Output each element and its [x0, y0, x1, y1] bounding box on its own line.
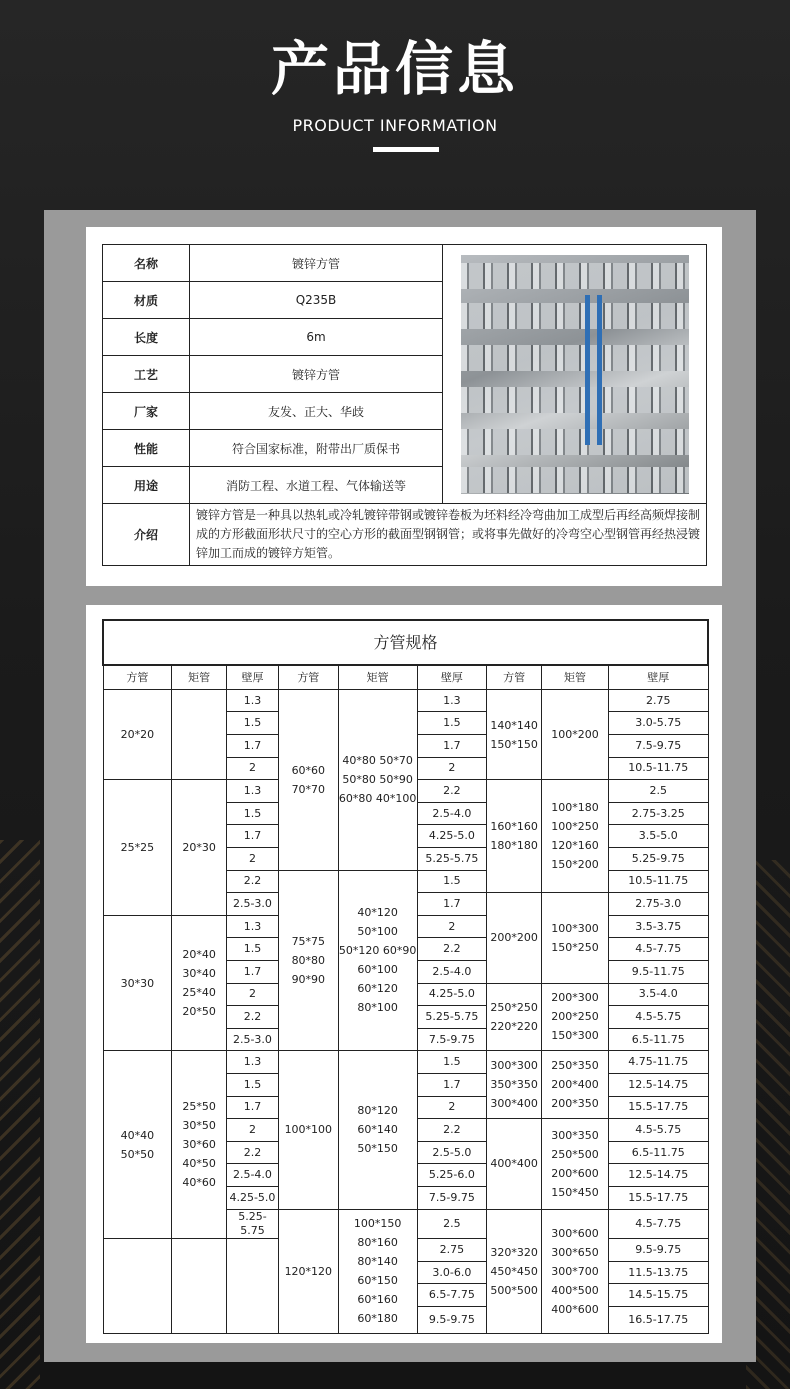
square-tube-size: 140*140 150*150: [487, 689, 542, 779]
wall-thickness: 1.5: [227, 1073, 279, 1096]
wall-thickness: 2.2: [417, 780, 487, 803]
wall-thickness: 4.5-5.75: [608, 1006, 708, 1029]
square-tube-size: 200*200: [487, 893, 542, 983]
wall-thickness: 1.3: [227, 915, 279, 938]
wall-thickness: 5.25-5.75: [417, 848, 487, 871]
wall-thickness: 1.7: [417, 1073, 487, 1096]
wall-thickness: 3.5-5.0: [608, 825, 708, 848]
square-tube-size: 160*160 180*180: [487, 780, 542, 893]
wall-thickness: 2.2: [227, 1141, 279, 1164]
wall-thickness: 1.3: [417, 689, 487, 712]
wall-thickness: 15.5-17.75: [608, 1186, 708, 1209]
wall-thickness: 6.5-11.75: [608, 1028, 708, 1051]
rect-tube-size: 300*350 250*500 200*600 150*450: [542, 1119, 609, 1209]
wall-thickness: 2: [417, 757, 487, 780]
square-tube-size: 75*75 80*80 90*90: [278, 870, 338, 1051]
wall-thickness: 1.7: [227, 1096, 279, 1119]
wall-thickness: 2.5-3.0: [227, 893, 279, 916]
wall-thickness: 4.5-7.75: [608, 1209, 708, 1239]
info-label: 长度: [103, 319, 190, 356]
wall-thickness: 5.25-6.0: [417, 1164, 487, 1187]
wall-thickness: 11.5-13.75: [608, 1261, 708, 1284]
wall-thickness: 7.5-9.75: [417, 1028, 487, 1051]
wall-thickness: 1.5: [227, 712, 279, 735]
wall-thickness: 14.5-15.75: [608, 1284, 708, 1307]
wall-thickness: 2.5-3.0: [227, 1028, 279, 1051]
square-tube-size: 20*20: [103, 689, 172, 779]
wall-thickness: 2: [227, 1119, 279, 1142]
wall-thickness: 2.75-3.0: [608, 893, 708, 916]
info-label: 用途: [103, 467, 190, 504]
empty-cell: [227, 1239, 279, 1334]
col-header: 矩管: [338, 665, 417, 689]
wall-thickness: 1.7: [417, 893, 487, 916]
wall-thickness: 1.5: [227, 938, 279, 961]
square-tube-size: 120*120: [278, 1209, 338, 1334]
wall-thickness: 5.25-5.75: [227, 1209, 279, 1239]
wall-thickness: 2: [227, 983, 279, 1006]
info-value: 镀锌方管: [190, 245, 443, 282]
wall-thickness: 1.7: [227, 825, 279, 848]
square-tube-size: 100*100: [278, 1051, 338, 1209]
rect-tube-size: [172, 689, 227, 779]
wall-thickness: 15.5-17.75: [608, 1096, 708, 1119]
wall-thickness: 2.2: [417, 938, 487, 961]
wall-thickness: 3.0-5.75: [608, 712, 708, 735]
wall-thickness: 12.5-14.75: [608, 1073, 708, 1096]
wall-thickness: 6.5-7.75: [417, 1284, 487, 1307]
rect-tube-size: 100*150 80*160 80*140 60*150 60*160 60*180: [338, 1209, 417, 1334]
rect-tube-size: 200*300 200*250 150*300: [542, 983, 609, 1051]
wall-thickness: 1.3: [227, 1051, 279, 1074]
wall-thickness: 7.5-9.75: [608, 735, 708, 758]
square-tube-size: 300*300 350*350 300*400: [487, 1051, 542, 1119]
square-tube-size: 60*60 70*70: [278, 689, 338, 870]
page-title: 产品信息: [270, 35, 519, 103]
wall-thickness: 9.5-9.75: [417, 1307, 487, 1334]
rect-tube-size: 250*350 200*400 200*350: [542, 1051, 609, 1119]
square-tube-size: 30*30: [103, 915, 172, 1051]
rect-tube-size: 20*40 30*40 25*40 20*50: [172, 915, 227, 1051]
wall-thickness: 1.7: [227, 735, 279, 758]
product-info-card: [86, 227, 722, 586]
wall-thickness: 1.5: [417, 870, 487, 893]
wall-thickness: 4.25-5.0: [417, 983, 487, 1006]
wall-thickness: 2.5-5.0: [417, 1141, 487, 1164]
decor-stripes-left: [0, 840, 40, 1389]
info-label: 性能: [103, 430, 190, 467]
wall-thickness: 2: [227, 757, 279, 780]
info-value: 镀锌方管: [190, 356, 443, 393]
spec-title: 方管规格: [103, 620, 708, 665]
wall-thickness: 1.5: [417, 1051, 487, 1074]
square-tube-size: 25*25: [103, 780, 172, 916]
wall-thickness: 2.75: [417, 1239, 487, 1262]
page-subtitle: PRODUCT INFORMATION: [292, 116, 498, 135]
rect-tube-size: 100*180 100*250 120*160 150*200: [542, 780, 609, 893]
col-header: 方管: [487, 665, 542, 689]
rect-tube-size: 20*30: [172, 780, 227, 916]
wall-thickness: 2: [417, 915, 487, 938]
wall-thickness: 2: [227, 848, 279, 871]
rect-tube-size: 100*300 150*250: [542, 893, 609, 983]
rect-tube-size: 25*50 30*50 30*60 40*50 40*60: [172, 1051, 227, 1239]
wall-thickness: 2.5: [417, 1209, 487, 1239]
spec-card: [86, 605, 722, 1343]
intro-label: 介绍: [103, 504, 190, 566]
spec-table: [102, 619, 709, 1334]
wall-thickness: 1.7: [417, 735, 487, 758]
wall-thickness: 5.25-5.75: [417, 1006, 487, 1029]
rect-tube-size: 100*200: [542, 689, 609, 779]
info-value: 友发、正大、华歧: [190, 393, 443, 430]
wall-thickness: 10.5-11.75: [608, 870, 708, 893]
square-tube-size: 320*320 450*450 500*500: [487, 1209, 542, 1334]
wall-thickness: 4.25-5.0: [227, 1186, 279, 1209]
wall-thickness: 2.5: [608, 780, 708, 803]
wall-thickness: 9.5-9.75: [608, 1239, 708, 1262]
rect-tube-size: 40*120 50*100 50*120 60*90 60*100 60*120 80*100: [338, 870, 417, 1051]
info-label: 材质: [103, 282, 190, 319]
col-header: 壁厚: [227, 665, 279, 689]
info-label: 名称: [103, 245, 190, 282]
wall-thickness: 5.25-9.75: [608, 848, 708, 871]
wall-thickness: 4.25-5.0: [417, 825, 487, 848]
col-header: 矩管: [542, 665, 609, 689]
info-value: 6m: [190, 319, 443, 356]
empty-cell: [103, 1239, 172, 1334]
rect-tube-size: 40*80 50*70 50*80 50*90 60*80 40*100: [338, 689, 417, 870]
wall-thickness: 1.5: [227, 802, 279, 825]
info-value: Q235B: [190, 282, 443, 319]
product-info-table: [102, 244, 707, 566]
wall-thickness: 1.7: [227, 960, 279, 983]
wall-thickness: 2.5-4.0: [417, 802, 487, 825]
galvanized-pipe-photo: [461, 255, 689, 494]
square-tube-size: 40*40 50*50: [103, 1051, 172, 1239]
wall-thickness: 2: [417, 1096, 487, 1119]
wall-thickness: 2.2: [227, 1006, 279, 1029]
wall-thickness: 1.3: [227, 780, 279, 803]
wall-thickness: 2.2: [417, 1119, 487, 1142]
intro-text: 镀锌方管是一种具以热轧或冷轧镀锌带钢或镀锌卷板为坯料经冷弯曲加工成型后再经高频焊接制成的方形截面形状尺寸的空心方形的截面型钢钢管；或将事先做好的冷弯空心型钢管再经热浸镀锌加工而成的镀锌方矩管。: [190, 504, 707, 566]
wall-thickness: 4.5-7.75: [608, 938, 708, 961]
wall-thickness: 10.5-11.75: [608, 757, 708, 780]
wall-thickness: 3.5-3.75: [608, 915, 708, 938]
wall-thickness: 3.5-4.0: [608, 983, 708, 1006]
rect-tube-size: 300*600 300*650 300*700 400*500 400*600: [542, 1209, 609, 1334]
wall-thickness: 7.5-9.75: [417, 1186, 487, 1209]
wall-thickness: 12.5-14.75: [608, 1164, 708, 1187]
empty-cell: [172, 1239, 227, 1334]
col-header: 壁厚: [608, 665, 708, 689]
col-header: 方管: [103, 665, 172, 689]
title-underline: [373, 147, 439, 152]
wall-thickness: 9.5-11.75: [608, 960, 708, 983]
info-label: 厂家: [103, 393, 190, 430]
square-tube-size: 400*400: [487, 1119, 542, 1209]
wall-thickness: 3.0-6.0: [417, 1261, 487, 1284]
wall-thickness: 2.5-4.0: [417, 960, 487, 983]
wall-thickness: 4.75-11.75: [608, 1051, 708, 1074]
wall-thickness: 1.3: [227, 689, 279, 712]
product-photo-cell: [443, 245, 707, 504]
col-header: 壁厚: [417, 665, 487, 689]
wall-thickness: 2.2: [227, 870, 279, 893]
wall-thickness: 2.5-4.0: [227, 1164, 279, 1187]
wall-thickness: 16.5-17.75: [608, 1307, 708, 1334]
wall-thickness: 1.5: [417, 712, 487, 735]
info-value: 消防工程、水道工程、气体输送等: [190, 467, 443, 504]
wall-thickness: 2.75: [608, 689, 708, 712]
info-label: 工艺: [103, 356, 190, 393]
col-header: 矩管: [172, 665, 227, 689]
rect-tube-size: 80*120 60*140 50*150: [338, 1051, 417, 1209]
page-header: [0, 0, 790, 200]
wall-thickness: 4.5-5.75: [608, 1119, 708, 1142]
wall-thickness: 6.5-11.75: [608, 1141, 708, 1164]
info-value: 符合国家标准，附带出厂质保书: [190, 430, 443, 467]
wall-thickness: 2.75-3.25: [608, 802, 708, 825]
square-tube-size: 250*250 220*220: [487, 983, 542, 1051]
col-header: 方管: [278, 665, 338, 689]
